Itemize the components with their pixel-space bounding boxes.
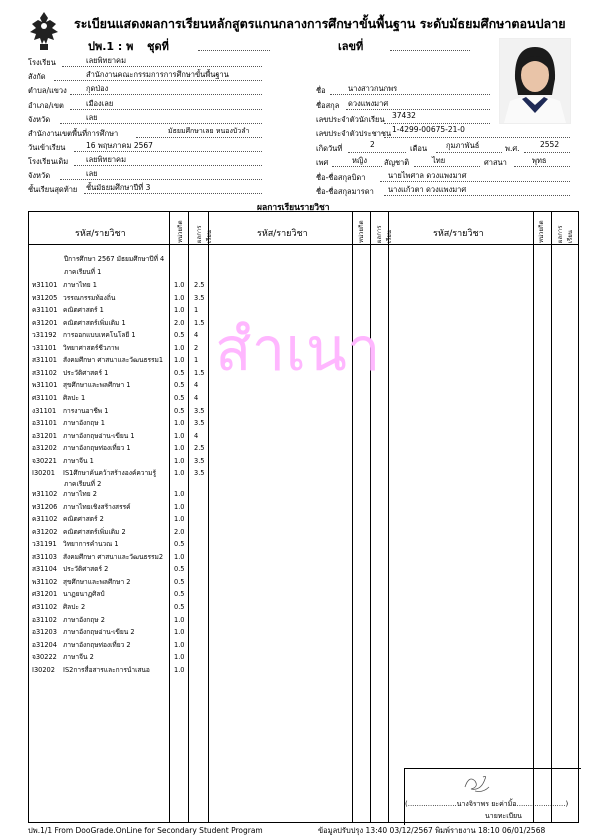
subject-credit: 1.0: [174, 653, 185, 662]
subject-credit: 1.0: [174, 343, 185, 352]
subject-credit: 1.0: [174, 615, 185, 624]
subject-credit: 1.0: [174, 490, 185, 498]
credit-col-header-3: หน่วยกิต: [538, 220, 545, 243]
subject-code: พ31101: [32, 381, 58, 390]
last-grade-value: ชั้นมัธยมศึกษาปีที่ 3: [86, 183, 151, 192]
subject-grade: 3.5: [194, 419, 205, 428]
subject-name: ศิลปะ 1: [63, 393, 86, 402]
subject-code: ค31102: [32, 515, 58, 524]
subject-code: ว31192: [32, 331, 57, 340]
subject-name: IS2การสื่อสารและการนำเสนอ: [63, 665, 150, 674]
subject-credit: 1.0: [174, 444, 185, 453]
subject-code: ค31101: [32, 306, 58, 315]
student-portrait-icon: [500, 39, 570, 123]
signature-icon: [461, 773, 493, 795]
subject-grade: 3.5: [194, 406, 205, 415]
sex-value: หญิง: [352, 156, 367, 165]
footer-program: ปพ.1/1 From DooGrade.OnLine for Secondary Student Program: [28, 826, 263, 835]
subject-name: สังคมศึกษา ศาสนาและวัฒนธรรม2: [63, 552, 164, 561]
subject-name: คณิตศาสตร์ 1: [63, 306, 104, 315]
subject-name: นาฏยนาฏศิลป์: [63, 590, 105, 599]
affiliation-label: สังกัด: [28, 72, 46, 81]
subject-name: ภาษาจีน 2: [63, 653, 94, 662]
subject-code: ท31206: [32, 502, 58, 511]
subject-credit: 1.0: [174, 431, 185, 440]
subject-credit: 1.0: [174, 419, 185, 428]
subject-code: อ31101: [32, 419, 57, 428]
subject-credit: 2.0: [174, 527, 185, 536]
subject-code: I30201: [32, 469, 55, 478]
surname-value: ดวงแพงมาศ: [348, 99, 389, 108]
subject-credit: 0.5: [174, 368, 185, 377]
religion-label: ศาสนา: [484, 158, 507, 167]
subject-code: อ31202: [32, 444, 57, 453]
term2-heading: ภาคเรียนที่ 2: [64, 480, 102, 488]
subject-name: ภาษาอังกฤษท่องเที่ยว 1: [63, 444, 131, 453]
subject-credit: 0.5: [174, 590, 185, 599]
subject-name: สุขศึกษาและพลศึกษา 1: [63, 381, 131, 390]
subject-code: อ31201: [32, 431, 57, 440]
subject-col-header-3: รหัส/รายวิชา: [433, 229, 484, 239]
subject-credit: 0.5: [174, 602, 185, 611]
subject-name: คณิตศาสตร์เพิ่มเติม 2: [63, 527, 126, 536]
subject-credit: 1.0: [174, 628, 185, 637]
subdistrict-value: กุดป่อง: [86, 84, 109, 93]
grade-col-header-1: ผลการเรียน: [196, 225, 213, 243]
subject-name: วิทยาศาสตร์ชีวภาพ: [63, 343, 119, 352]
subject-name: ภาษาไทยเชิงสร้างสรรค์: [63, 502, 131, 511]
subject-grade: 2: [194, 343, 199, 352]
subject-credit: 1.0: [174, 293, 185, 302]
subject-credit: 0.5: [174, 577, 185, 586]
copy-watermark: สำเนา: [215, 315, 381, 385]
subject-name: IS1ศึกษาค้นคว้าสร้างองค์ความรู้: [63, 469, 157, 478]
subject-code: ค31201: [32, 318, 58, 327]
subject-grade: 1: [194, 356, 199, 365]
district-label: อำเภอ/เขต: [28, 101, 64, 110]
subject-name: วิทยาการคำนวณ 1: [63, 540, 119, 549]
subject-credit: 1.0: [174, 502, 185, 511]
subject-credit: 2.0: [174, 318, 185, 327]
number-label: เลขที่: [338, 40, 364, 53]
signature-box: [404, 768, 581, 825]
subject-name: การงานอาชีพ 1: [63, 406, 109, 415]
affiliation-value: สำนักงานคณะกรรมการการศึกษาขั้นพื้นฐาน: [86, 70, 229, 79]
subject-grade: 2.5: [194, 281, 205, 289]
subject-code: ท31205: [32, 293, 58, 302]
subject-code: ศ31201: [32, 590, 58, 599]
student-id-label: เลขประจำตัวนักเรียน: [316, 115, 385, 124]
subject-credit: 0.5: [174, 406, 185, 415]
subject-name: ศิลปะ 2: [63, 602, 86, 611]
enroll-date-label: วันเข้าเรียน: [28, 143, 66, 152]
document-title: ระเบียนแสดงผลการเรียนหลักสูตรแกนกลางการศึกษาขั้นพื้นฐาน ระดับมัธยมศึกษาตอนปลาย: [74, 16, 566, 31]
subject-credit: 1.0: [174, 306, 185, 315]
subject-name: ประวัติศาสตร์ 1: [63, 368, 109, 377]
footer-timestamps: ข้อมูลปรับปรุง 13:40 03/12/2567 พิมพ์รายงาน 18:10 06/01/2568: [318, 826, 546, 835]
subject-code: อ31203: [32, 628, 57, 637]
subject-grade: 4: [194, 331, 199, 340]
subject-code: ค31202: [32, 527, 58, 536]
student-id-value: 37432: [392, 111, 416, 120]
term1-heading: ภาคเรียนที่ 1: [64, 268, 102, 276]
signature-role: นายทะเบียน: [485, 812, 522, 820]
subdistrict-label: ตำบล/แขวง: [28, 86, 67, 95]
subject-name: ภาษาอังกฤษ 2: [63, 615, 105, 624]
credit-col-header-2: หน่วยกิต: [358, 220, 365, 243]
subject-code: จ30222: [32, 653, 57, 662]
subject-code: ท31101: [32, 281, 58, 289]
subject-code: จ30221: [32, 456, 57, 465]
subject-code: ง31101: [32, 406, 57, 415]
grade-col-header-3: ผลการเรียน: [557, 225, 574, 243]
subject-code: ท31102: [32, 490, 58, 498]
mother-label: ชื่อ-ชื่อสกุลมารดา: [316, 187, 374, 196]
subject-code: I30202: [32, 665, 55, 674]
subject-credit: 0.5: [174, 331, 185, 340]
birth-day-label: เกิดวันที่: [316, 144, 343, 153]
citizen-id-label: เลขประจำตัวประชาชน: [316, 129, 392, 138]
subject-credit: 1.0: [174, 640, 185, 649]
subject-grade: 4: [194, 381, 199, 390]
subject-credit: 1.0: [174, 456, 185, 465]
subject-credit: 0.5: [174, 393, 185, 402]
subject-credit: 1.0: [174, 665, 185, 674]
nationality-value: ไทย: [432, 156, 446, 165]
subject-grade: 2.5: [194, 444, 205, 453]
last-grade-label: ชั้นเรียนสุดท้าย: [28, 185, 78, 194]
subject-code: ว31101: [32, 343, 57, 352]
subject-name: ภาษาจีน 1: [63, 456, 94, 465]
subject-name: ภาษาไทย 2: [63, 490, 97, 498]
subject-name: วรรณกรรมท้องถิ่น: [63, 293, 116, 302]
subject-credit: 1.0: [174, 515, 185, 524]
subject-name: ภาษาอังกฤษอ่าน-เขียน 1: [63, 431, 135, 440]
province-value: เลย: [86, 113, 98, 122]
subject-grade: 4: [194, 393, 199, 402]
subject-name: ภาษาอังกฤษอ่าน-เขียน 2: [63, 628, 135, 637]
signature-name: (......................นางจิราพร ยะค่ามิ้อ......................): [405, 800, 569, 808]
subject-code: ศ31102: [32, 602, 58, 611]
subject-code: ว31191: [32, 540, 57, 549]
subject-code: อ31204: [32, 640, 57, 649]
subject-grade: 3.5: [194, 456, 205, 465]
birth-year-label: พ.ศ.: [505, 144, 520, 153]
subject-name: คณิตศาสตร์ 2: [63, 515, 104, 524]
results-section-title: ผลการเรียนรายวิชา: [257, 203, 330, 213]
subject-name: ภาษาอังกฤษ 1: [63, 419, 105, 428]
subject-name: ภาษาไทย 1: [63, 281, 97, 289]
garuda-emblem-icon: [26, 10, 62, 52]
sex-label: เพศ: [316, 158, 329, 167]
previous-province-label: จังหวัด: [28, 171, 51, 180]
birth-day-value: 2: [370, 140, 375, 149]
enroll-date-value: 16 พฤษภาคม 2567: [86, 141, 153, 150]
previous-province-value: เลย: [86, 169, 98, 178]
subject-credit: 0.5: [174, 540, 185, 549]
subject-grade: 1: [194, 306, 199, 315]
subject-name: คณิตศาสตร์เพิ่มเติม 1: [63, 318, 126, 327]
subject-code: อ31102: [32, 615, 57, 624]
set-label: ชุดที่: [147, 40, 169, 53]
subject-code: ส31102: [32, 368, 58, 377]
subject-name: สังคมศึกษา ศาสนาและวัฒนธรรม1: [63, 356, 164, 365]
subject-grade: 3.5: [194, 293, 205, 302]
subject-grade: 3.5: [194, 469, 205, 478]
subject-credit: 1.0: [174, 469, 185, 478]
subject-credit: 0.5: [174, 565, 185, 574]
subject-col-header-1: รหัส/รายวิชา: [75, 229, 126, 239]
surname-label: ชื่อสกุล: [316, 101, 340, 110]
subject-code: ส31101: [32, 356, 58, 365]
subject-code: พ31102: [32, 577, 58, 586]
area-office-label: สำนักงานเขตพื้นที่การศึกษา: [28, 129, 119, 138]
subject-name: สุขศึกษาและพลศึกษา 2: [63, 577, 131, 586]
subject-grade: 1.5: [194, 368, 205, 377]
school-value: เลยพิทยาคม: [86, 56, 127, 65]
subject-name: ภาษาอังกฤษท่องเที่ยว 2: [63, 640, 131, 649]
district-value: เมืองเลย: [86, 99, 114, 108]
subject-credit: 1.0: [174, 356, 185, 365]
student-photo: [499, 38, 571, 124]
mother-value: นางแก้วตา ดวงแพงมาศ: [388, 185, 467, 194]
father-label: ชื่อ-ชื่อสกุลบิดา: [316, 173, 366, 182]
birth-month-value: กุมภาพันธ์: [446, 141, 480, 150]
subject-grade: 4: [194, 431, 199, 440]
nationality-label: สัญชาติ: [384, 158, 410, 167]
birth-month-label: เดือน: [410, 144, 428, 153]
subject-grade: 1.5: [194, 318, 205, 327]
subject-code: ส31104: [32, 565, 58, 574]
subject-credit: 1.0: [174, 281, 185, 289]
name-label: ชื่อ: [316, 86, 326, 95]
year-heading: ปีการศึกษา 2567 มัธยมศึกษาปีที่ 4: [64, 255, 165, 263]
province-label: จังหวัด: [28, 115, 51, 124]
religion-value: พุทธ: [532, 156, 547, 165]
name-value: นางสาวกนกพร: [348, 84, 398, 93]
subject-name: การออกแบบเทคโนโลยี 1: [63, 331, 136, 340]
previous-school-value: เลยพิทยาคม: [86, 155, 127, 164]
subject-code: ศ31101: [32, 393, 58, 402]
number-dots: [390, 50, 470, 51]
set-dots: [198, 50, 270, 51]
subject-credit: 0.5: [174, 381, 185, 390]
subject-name: ประวัติศาสตร์ 2: [63, 565, 109, 574]
citizen-id-value: 1-4299-00675-21-0: [392, 125, 465, 134]
credit-col-header-1: หน่วยกิต: [177, 220, 184, 243]
subject-credit: 1.0: [174, 552, 185, 561]
grade-col-header-2: ผลการเรียน: [376, 225, 393, 243]
father-value: นายไพศาล ดวงแพงมาศ: [388, 171, 467, 180]
form-number: ปพ.1 : พ: [88, 40, 134, 53]
birth-year-value: 2552: [540, 140, 560, 149]
previous-school-label: โรงเรียนเดิม: [28, 157, 69, 166]
subject-col-header-2: รหัส/รายวิชา: [257, 229, 308, 239]
area-office-value: มัธยมศึกษาเลย หนองบัวลำ: [168, 127, 250, 135]
subject-code: ส31103: [32, 552, 58, 561]
school-label: โรงเรียน: [28, 58, 56, 67]
